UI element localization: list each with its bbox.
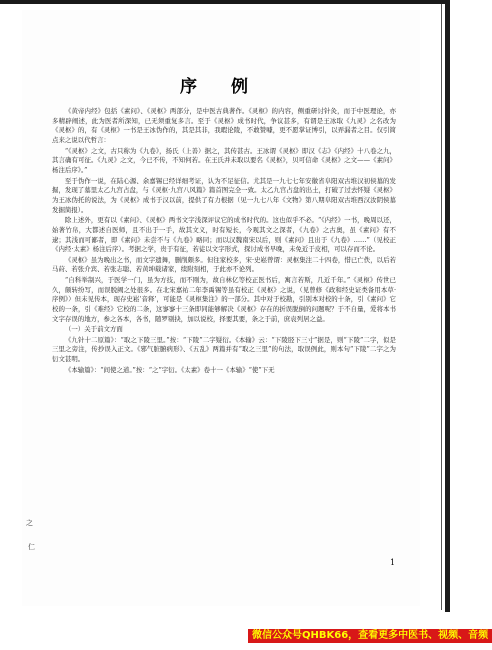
- paragraph: 《本输篇》：“间使之道。”按：“之”字衍。《太素》卷十一《本输》“使”下无: [64, 365, 275, 374]
- scan-edge-top: [0, 0, 450, 4]
- paragraph: 《黄帝内经》包括《素问》、《灵枢》两部分，是中医古典著作。《灵枢》的内容，侧重研讨针灸，而于中医理论，亦多精辟阐述，此为医者所深知，已无须重复多言。至于《灵枢》成书时代，争议甚多，有谓是王冰取《九灵》之名改为《灵枢》的，有《灵枢》一书是王冰伪作的，其是其非，我暇论陵，不敢赞噱，更不愿掌证博引，以弄漏者之目。仅引简点来之说以代哲言：: [52, 107, 396, 145]
- section-heading: （一）关于前文方面: [64, 325, 123, 334]
- paragraph: “自科举制兴，于医学一门，虽为方技，而不刚为，故自林亿等校正医书后，寓言若斯，几近千年。”《灵枢》传世已久，颇转纷写，而误脱阙之处很多。在北宋嘉祐二年李禹锡等虽有校正《灵枢》之说，（见曾修《政和经史证类备用本草·序例》）但未见传本，现存史崧‘音释’，可能是《灵枢集注》的一部分。其中对于校勘，引别本对校的十条，引《素问》它校的一条，引《难经》它校的二条，这寥寥十三条即同能够解决《灵枢》存在的折误脱倒的问题呢？于不自量，爱将本书文字存误的地方，参之各本，各书，随罗剔抉，加以说校，择要其要，条之于前，庶袁列居之益。: [52, 275, 396, 323]
- paragraph: 《灵枢》虽为晚出之书，而文字遗舞，删削颇多。但往家校多，宋·史崧曾谓：灵枢集注二十四卷，惜已亡佚，以后若马莳、若张介宾、若张志聪、若黄坤载诸家，续附刻相，于此亦不论列。: [52, 255, 396, 274]
- page-title: 序 例: [180, 77, 262, 97]
- watermark-banner: 微信公众号QHBK66，查看更多中医书、视频、音频: [248, 629, 492, 643]
- book-page: [22, 10, 420, 606]
- margin-annotation: 之: [26, 519, 32, 527]
- paragraph: 《九针十二原篇》：“取之下陵三里。”按：“下陵”二字疑衍。《本输》云：“下陵胫下三寸”据是，则“下陵”二字，似是三里之旁注，传抄误入正文。《邪气脏腑病形》、《五乱》两篇并有“取之三里”的句法，取误例此，则本句“下陵”二字之为衍文甚明。: [52, 335, 396, 364]
- scan-edge-line: [441, 4, 442, 610]
- page-number: 1: [390, 558, 396, 567]
- paragraph: 至于伪作一说，在陆心源、余嘉锡已经详细考证，认为不足征信。尤其是一九七七年安徽省阜阳双古堆汉初侯墓的发掘，发现了墓里太乙九宫占盘，与《灵枢·九宫八风篇》篇首图完全一致。太乙九宫占盘的出土，打破了过去怀疑《灵枢》为王冰伪托的说法，为《灵枢》成书于汉以前，提供了有力根据（见一九七八年《文物》第八期阜阳双古堆西汉汝阴侯墓发掘简报）。: [52, 176, 396, 214]
- body-text: [52, 107, 396, 376]
- margin-annotation: 仁: [28, 543, 34, 551]
- paragraph: “《灵枢》之文，古只称为《九卷》，扬氏（上善）据之，其传甚古。王冰谓《灵枢》即汉《志》《内经》十八卷之九，其言确有可征。《九灵》之文，今已不传，不知何若。在王氏并未取以要名《灵枢》，贝可信命《灵枢》之文——《素问》杨注后序》。”: [52, 146, 396, 175]
- paragraph: 除上述外，更有以《素问》、《灵枢》两书文字浅深评议它的成书时代的。这也似乎不必。“《内经》一书，晚周以还，始著竹帛，大都述自医师，且不出于一手，故其文义，时有短长，今观其文之深者，《九卷》之古奥，虽《素问》有不逮；其浅而可鄙者，即《素问》未尝不与《九卷》略同；而以汉魏南宋以后，则《素问》且出于《九卷》……”（见校正《内经·太素》杨注后序）。考据之学，贵于有征，若徒以文字形式，探讨成书早晚，未免近于皮相，可以存而不论。: [52, 216, 396, 254]
- scan-edge-right: [445, 0, 450, 612]
